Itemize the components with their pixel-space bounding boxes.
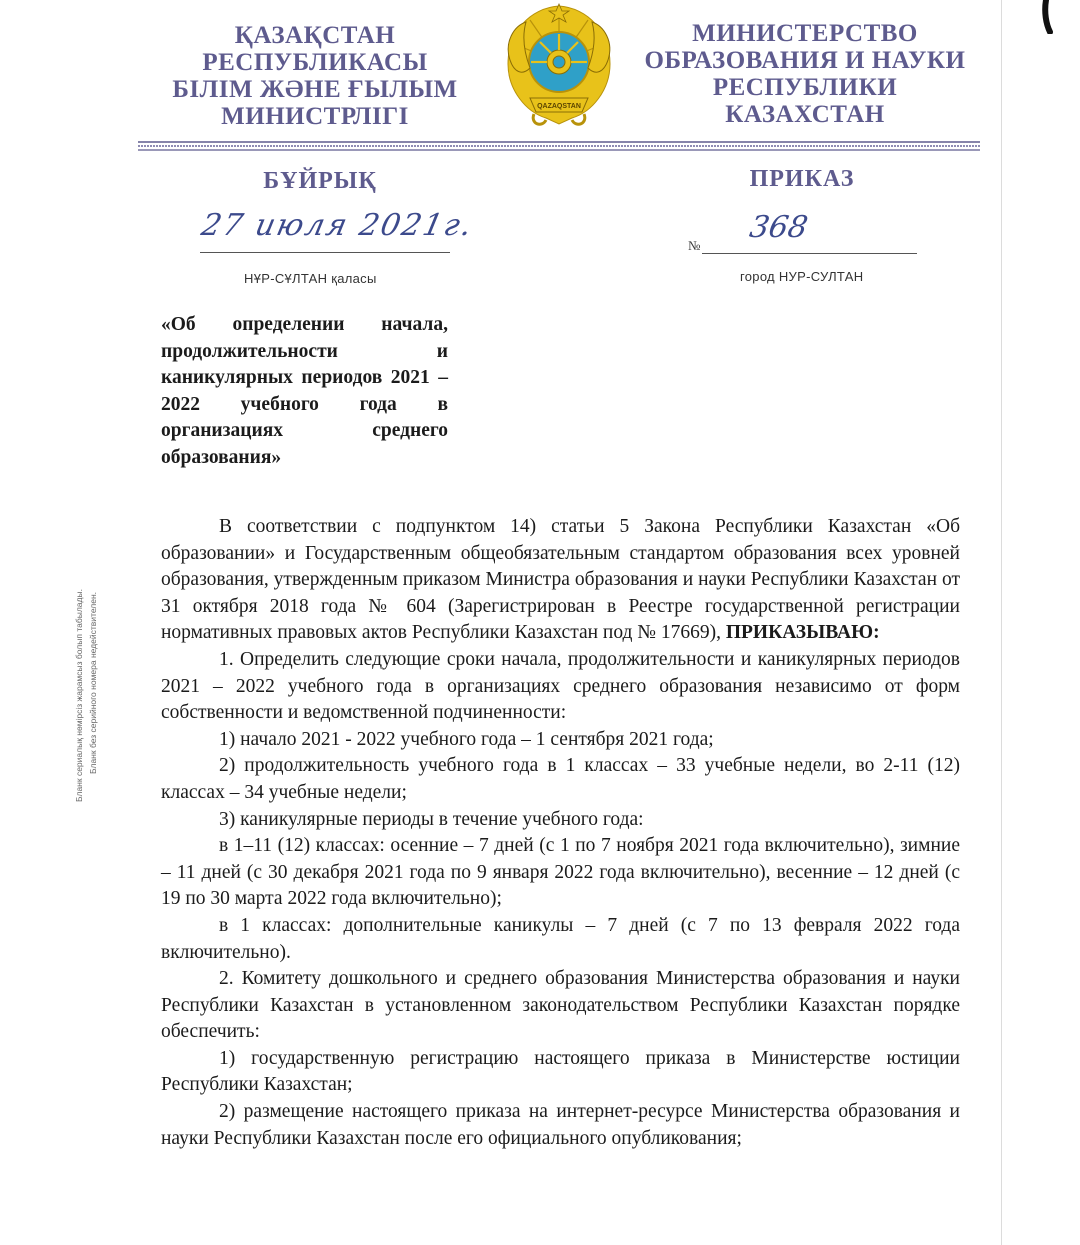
order-body bbox=[161, 514, 960, 1152]
ministry-ru-line: КАЗАХСТАН bbox=[725, 101, 885, 128]
side-note-line-ru: Бланк без серийного номера недействителен. bbox=[88, 591, 98, 774]
ministry-kz-line: МИНИСТРЛІГІ bbox=[221, 103, 409, 130]
date-underline bbox=[200, 252, 450, 253]
scan-edge-mark bbox=[1042, 0, 1056, 34]
side-note-line-kz: Бланк сериалық нөмірсіз жарамсыз болып табылады. bbox=[74, 589, 84, 802]
order-title-kz: БҰЙРЫҚ bbox=[263, 168, 377, 194]
page-edge bbox=[1001, 0, 1002, 1245]
paragraph-2-2: 2) размещение настоящего приказа на интернет-ресурсе Министерства образования и науки Республики Казахстан после его официального опубликования; bbox=[161, 1101, 960, 1149]
paragraph-1: 1. Определить следующие сроки начала, продолжительности и каникулярных периодов 2021 – 2022 учебного года в организациях среднего образования независимо от форм собственности и ведомственной подчиненности: bbox=[161, 648, 960, 724]
order-keyword: ПРИКАЗЫВАЮ: bbox=[725, 622, 880, 644]
number-underline bbox=[702, 253, 917, 254]
paragraph-1-3a: в 1–11 (12) классах: осенние – 7 дней (с 1 по 7 ноября 2021 года включительно), зимние – 11 дней (с 30 декабря 2021 года по 9 января 2022 года включительно), весенние – 12 дней (с 19 по 30 марта 2022 года включительно); bbox=[161, 835, 960, 910]
preamble-text: В соответствии с подпунктом 14) статьи 5 Закона Республики Казахстан «Об образовании» и Государственным общеобязательным стандартом образования всех уровней образования, утвержденным приказом Министра образования и науки Республики Казахстан от 31 октября 2018 года № 604 (Зарегистрирован в Реестре государственной регистрации нормативных правовых актов Республики Казахстан под № 17669), bbox=[161, 516, 960, 644]
header-divider bbox=[138, 141, 980, 151]
ministry-ru-line: МИНИСТЕРСТВО bbox=[692, 20, 918, 47]
order-date-handwritten: 27 июля 2021г. bbox=[198, 208, 477, 243]
paragraph-1-2: 2) продолжительность учебного года в 1 классах – 33 учебные недели, во 2-11 (12) классах – 34 учебные недели; bbox=[161, 755, 960, 803]
emblem-ribbon-text: QAZAQSTAN bbox=[537, 103, 581, 110]
order-number-handwritten: 368 bbox=[746, 210, 811, 245]
paragraph-2: 2. Комитету дошкольного и среднего образования Министерства образования и науки Республики Казахстан в установленном законодательством Республики Казахстан порядке обеспечить: bbox=[161, 968, 960, 1043]
paragraph-1-3b: в 1 классах: дополнительные каникулы – 7 дней (с 7 по 13 февраля 2022 года включительно). bbox=[161, 914, 960, 963]
ministry-kz-line: РЕСПУБЛИКАСЫ bbox=[202, 49, 428, 76]
number-sign: № bbox=[688, 238, 701, 253]
ministry-name-kz bbox=[150, 22, 480, 130]
order-title-ru: ПРИКАЗ bbox=[749, 166, 855, 192]
ministry-kz-line: БІЛІМ ЖӘНЕ ҒЫЛЫМ bbox=[172, 76, 458, 103]
paragraph-1-3: 3) каникулярные периоды в течение учебного года: bbox=[219, 808, 644, 830]
city-ru: город НУР-СУЛТАН bbox=[740, 269, 864, 284]
paragraph-1-1: 1) начало 2021 - 2022 учебного года – 1 сентября 2021 года; bbox=[219, 728, 714, 750]
side-note bbox=[62, 530, 112, 810]
city-kz: НҰР-СҰЛТАН қаласы bbox=[244, 271, 377, 286]
preamble-paragraph bbox=[161, 514, 960, 647]
ministry-ru-line: РЕСПУБЛИКИ bbox=[712, 74, 898, 101]
ministry-kz-line: ҚАЗАҚСТАН bbox=[234, 22, 396, 49]
ministry-name-ru bbox=[640, 20, 970, 128]
state-emblem-icon bbox=[500, 2, 618, 130]
order-subject: «Об определении начала, продолжительности и каникулярных периодов 2021 – 2022 учебного года в организациях среднего образования» bbox=[161, 314, 448, 468]
paragraph-2-1: 1) государственную регистрацию настоящего приказа в Министерстве юстиции Республики Казахстан; bbox=[161, 1047, 960, 1096]
ministry-ru-line: ОБРАЗОВАНИЯ И НАУКИ bbox=[644, 47, 966, 74]
